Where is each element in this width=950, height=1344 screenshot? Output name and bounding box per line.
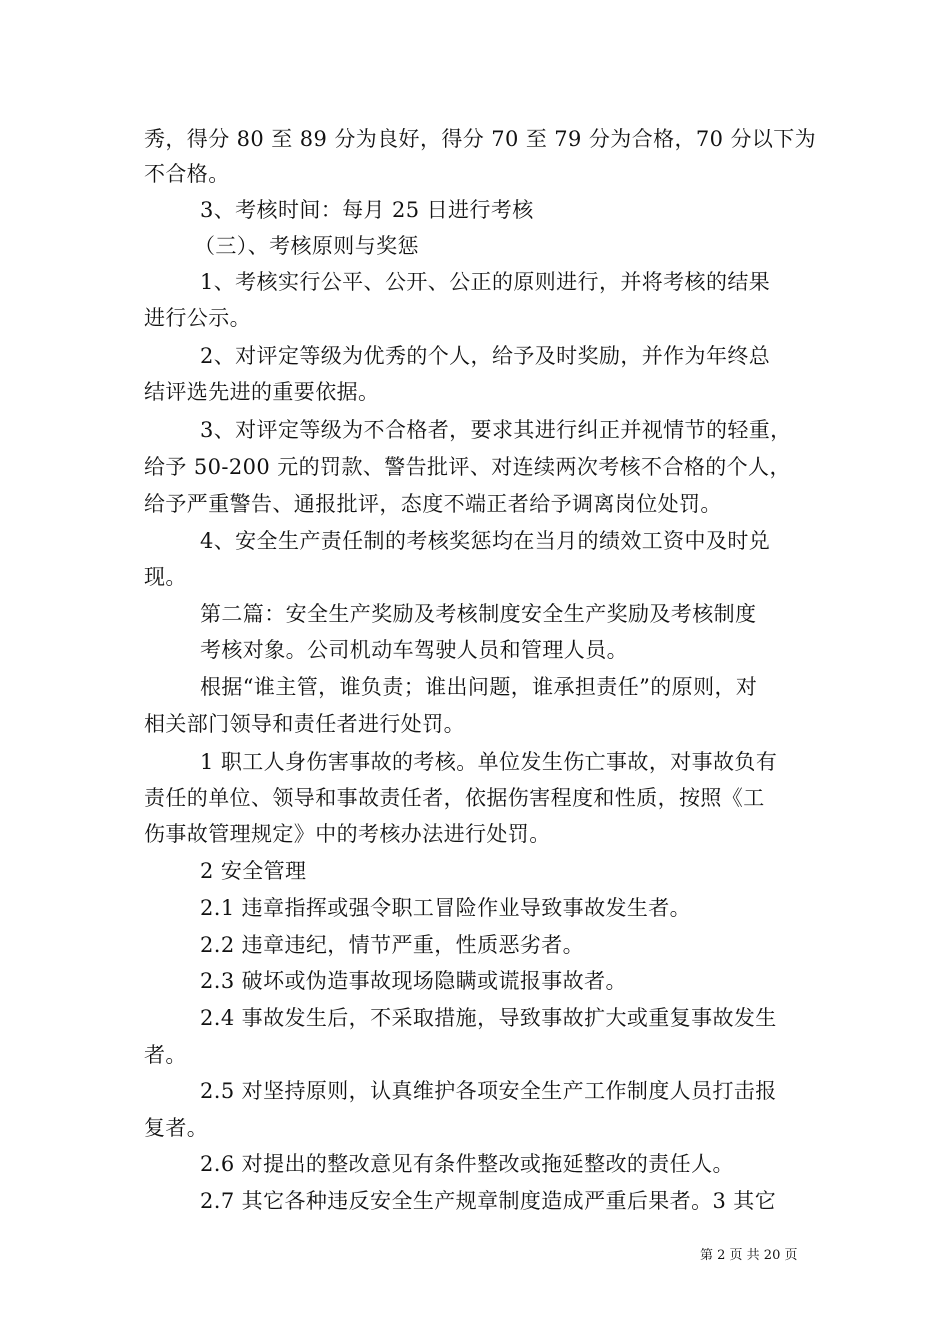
text-line: 复者。	[144, 1116, 209, 1140]
list-item: 2.3 破坏或伪造事故现场隐瞒或谎报事故者。	[200, 969, 627, 993]
list-item: 2.4 事故发生后，不采取措施，导致事故扩大或重复事故发生	[200, 1006, 777, 1030]
text-line: 1、考核实行公平、公开、公正的原则进行，并将考核的结果	[200, 270, 771, 294]
text-line: 3、对评定等级为不合格者，要求其进行纠正并视情节的轻重，	[200, 418, 792, 442]
text-line: 3、考核时间：每月 25 日进行考核	[200, 198, 534, 222]
list-item: 2.7 其它各种违反安全生产规章制度造成严重后果者。3 其它	[200, 1189, 777, 1213]
text-line: 结评选先进的重要依据。	[144, 380, 380, 404]
text-line: 秀，得分 80 至 89 分为良好，得分 70 至 79 分为合格，70 分以下为	[144, 127, 817, 151]
section-heading: （三）、考核原则与奖惩	[194, 234, 419, 258]
text-line: 责任的单位、领导和事故责任者，依据伤害程度和性质，按照《工	[144, 786, 765, 810]
text-line: 给予 50-200 元的罚款、警告批评、对连续两次考核不合格的个人，	[144, 455, 791, 479]
text-line: 考核对象。公司机动车驾驶人员和管理人员。	[200, 638, 628, 662]
text-line: 不合格。	[144, 162, 230, 186]
section-heading: 2 安全管理	[200, 859, 307, 883]
text-line: 给予严重警告、通报批评，态度不端正者给予调离岗位处罚。	[144, 492, 722, 516]
list-item: 2.5 对坚持原则，认真维护各项安全生产工作制度人员打击报	[200, 1079, 777, 1103]
list-item: 2.6 对提出的整改意见有条件整改或拖延整改的责任人。	[200, 1152, 734, 1176]
text-line: 4、安全生产责任制的考核奖惩均在当月的绩效工资中及时兑	[200, 529, 771, 553]
text-line: 伤事故管理规定》中的考核办法进行处罚。	[144, 822, 551, 846]
chapter-title: 第二篇：安全生产奖励及考核制度安全生产奖励及考核制度	[200, 602, 757, 626]
text-line: 进行公示。	[144, 306, 251, 330]
text-line: 者。	[144, 1043, 187, 1067]
text-line: 1 职工人身伤害事故的考核。单位发生伤亡事故，对事故负有	[200, 750, 778, 774]
list-item: 2.2 违章违纪，情节严重，性质恶劣者。	[200, 933, 585, 957]
page-number: 第 2 页 共 20 页	[700, 1248, 798, 1263]
text-line: 相关部门领导和责任者进行处罚。	[144, 712, 465, 736]
text-line: 根据“谁主管，谁负责；谁出问题，谁承担责任”的原则，对	[200, 675, 758, 699]
text-line: 2、对评定等级为优秀的个人，给予及时奖励，并作为年终总	[200, 344, 771, 368]
list-item: 2.1 违章指挥或强令职工冒险作业导致事故发生者。	[200, 896, 692, 920]
text-line: 现。	[144, 565, 187, 589]
